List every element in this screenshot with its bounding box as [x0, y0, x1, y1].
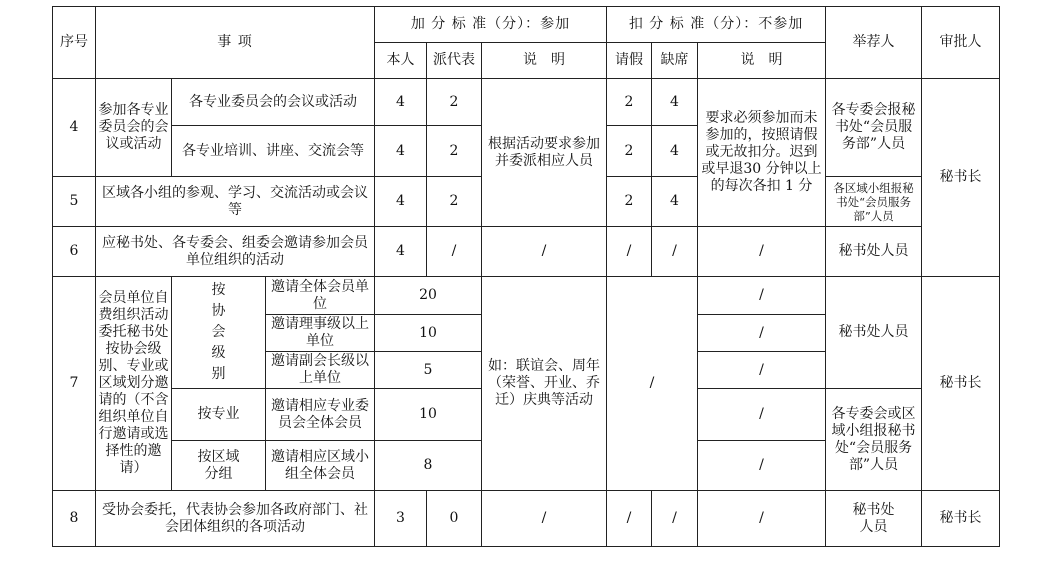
header-recommender: 举荐人 — [826, 7, 922, 79]
row7-sub4-deduct-note: / — [698, 389, 826, 441]
row4-sub2-item: 各专业培训、讲座、交流会等 — [172, 126, 375, 177]
row4-sub1-absent: 4 — [652, 79, 698, 126]
row4-sub2-delegate: 2 — [427, 126, 482, 177]
row5-recommender: 各区域小组报秘书处“会员服务部”人员 — [826, 177, 922, 227]
header-absent: 缺席 — [652, 43, 698, 79]
row7-approver: 秘书长 — [922, 277, 1000, 491]
row8-recommender — [826, 491, 922, 547]
header-seq: 序号 — [53, 7, 96, 79]
row7-recommender-b: 各专委会或区域小组报秘书处“会员服务部”人员 — [826, 389, 922, 491]
row5-delegate: 2 — [427, 177, 482, 227]
scoring-table — [52, 6, 1000, 547]
row7-sub1-item: 邀请全体会员单位 — [266, 277, 375, 315]
row7-sub4-score: 10 — [375, 389, 482, 441]
row7-sub5-deduct-note: / — [698, 441, 826, 491]
row4-sub2-leave: 2 — [607, 126, 652, 177]
row8-recommender-text: 秘书处人员 — [852, 501, 895, 535]
row7-group-text: 会员单位自费组织活动委托秘书处按协会级别、专业或区域划分邀请的（不含组织单位自行邀请或选择性的邀请） — [98, 290, 169, 476]
header-self: 本人 — [375, 43, 427, 79]
row4-approver: 秘书长 — [922, 79, 1000, 277]
row8-seq: 8 — [53, 491, 96, 547]
row4-sub1-delegate: 2 — [427, 79, 482, 126]
header-deduct-note: 说 明 — [698, 43, 826, 79]
row7-sub3-deduct-note: / — [698, 352, 826, 389]
row7-cat-level — [172, 277, 266, 389]
header-add-group: 加 分 标 准（分）：参加 — [375, 7, 607, 43]
row8-item: 受协会委托，代表协会参加各政府部门、社会团体组织的各项活动 — [96, 491, 375, 547]
row6-add-note: / — [482, 227, 607, 277]
row7-seq: 7 — [53, 277, 96, 491]
header-approver: 审批人 — [922, 7, 1000, 79]
row8-delegate: 0 — [427, 491, 482, 547]
row7-sub5-item: 邀请相应区域小组全体会员 — [266, 441, 375, 491]
row7-group — [96, 277, 172, 491]
row5-item: 区域各小组的参观、学习、交流活动或会议等 — [96, 177, 375, 227]
header-item: 事 项 — [96, 7, 375, 79]
row5-leave: 2 — [607, 177, 652, 227]
row7-sub2-item: 邀请理事级以上单位 — [266, 315, 375, 352]
row4-add-note: 根据活动要求参加并委派相应人员 — [482, 79, 607, 227]
row4-deduct-note: 要求必须参加而未参加的，按照请假或无故扣分。迟到或早退30 分钟以上的每次各扣 1 分 — [698, 79, 826, 227]
header-deduct-group: 扣 分 标 准（分）：不参加 — [607, 7, 826, 43]
row7-sub1-deduct-note: / — [698, 277, 826, 315]
row7-sub3-score: 5 — [375, 352, 482, 389]
row7-add-note: 如：联谊会、周年（荣誉、开业、乔迁）庆典等活动 — [482, 277, 607, 491]
row8-deduct-note: / — [698, 491, 826, 547]
row4-sub2-absent: 4 — [652, 126, 698, 177]
row7-sub2-score: 10 — [375, 315, 482, 352]
row4-group: 参加各专业委员会的会议或活动 — [96, 79, 172, 177]
row4-sub1-self: 4 — [375, 79, 427, 126]
row5-absent: 4 — [652, 177, 698, 227]
row8-self: 3 — [375, 491, 427, 547]
row7-sub4-item: 邀请相应专业委员会全体会员 — [266, 389, 375, 441]
row4-sub1-item: 各专业委员会的会议或活动 — [172, 79, 375, 126]
row6-item: 应秘书处、各专委会、组委会邀请参加会员单位组织的活动 — [96, 227, 375, 277]
row8-leave: / — [607, 491, 652, 547]
row8-approver: 秘书长 — [922, 491, 1000, 547]
row6-deduct-note: / — [698, 227, 826, 277]
row7-cat-level-text: 按协会级别 — [211, 282, 226, 382]
row8-absent: / — [652, 491, 698, 547]
row6-absent: / — [652, 227, 698, 277]
row7-recommender-a: 秘书处人员 — [826, 277, 922, 389]
row6-leave: / — [607, 227, 652, 277]
row4-sub2-self: 4 — [375, 126, 427, 177]
row7-sub1-score: 20 — [375, 277, 482, 315]
row7-deduct-merged: / — [607, 277, 698, 491]
row7-cat-major: 按专业 — [172, 389, 266, 441]
row6-self: 4 — [375, 227, 427, 277]
header-delegate: 派代表 — [427, 43, 482, 79]
row8-add-note: / — [482, 491, 607, 547]
row7-cat-region — [172, 441, 266, 491]
row5-self: 4 — [375, 177, 427, 227]
row6-delegate: / — [427, 227, 482, 277]
header-add-note: 说 明 — [482, 43, 607, 79]
row5-seq: 5 — [53, 177, 96, 227]
row4-sub1-leave: 2 — [607, 79, 652, 126]
row6-seq: 6 — [53, 227, 96, 277]
row7-sub2-deduct-note: / — [698, 315, 826, 352]
row7-sub3-item: 邀请副会长级以上单位 — [266, 352, 375, 389]
row7-sub5-score: 8 — [375, 441, 482, 491]
row4-seq: 4 — [53, 79, 96, 177]
row4-recommender: 各专委会报秘书处“会员服务部”人员 — [826, 79, 922, 177]
row6-recommender: 秘书处人员 — [826, 227, 922, 277]
row7-cat-region-text: 按区域分组 — [197, 448, 240, 482]
header-leave: 请假 — [607, 43, 652, 79]
